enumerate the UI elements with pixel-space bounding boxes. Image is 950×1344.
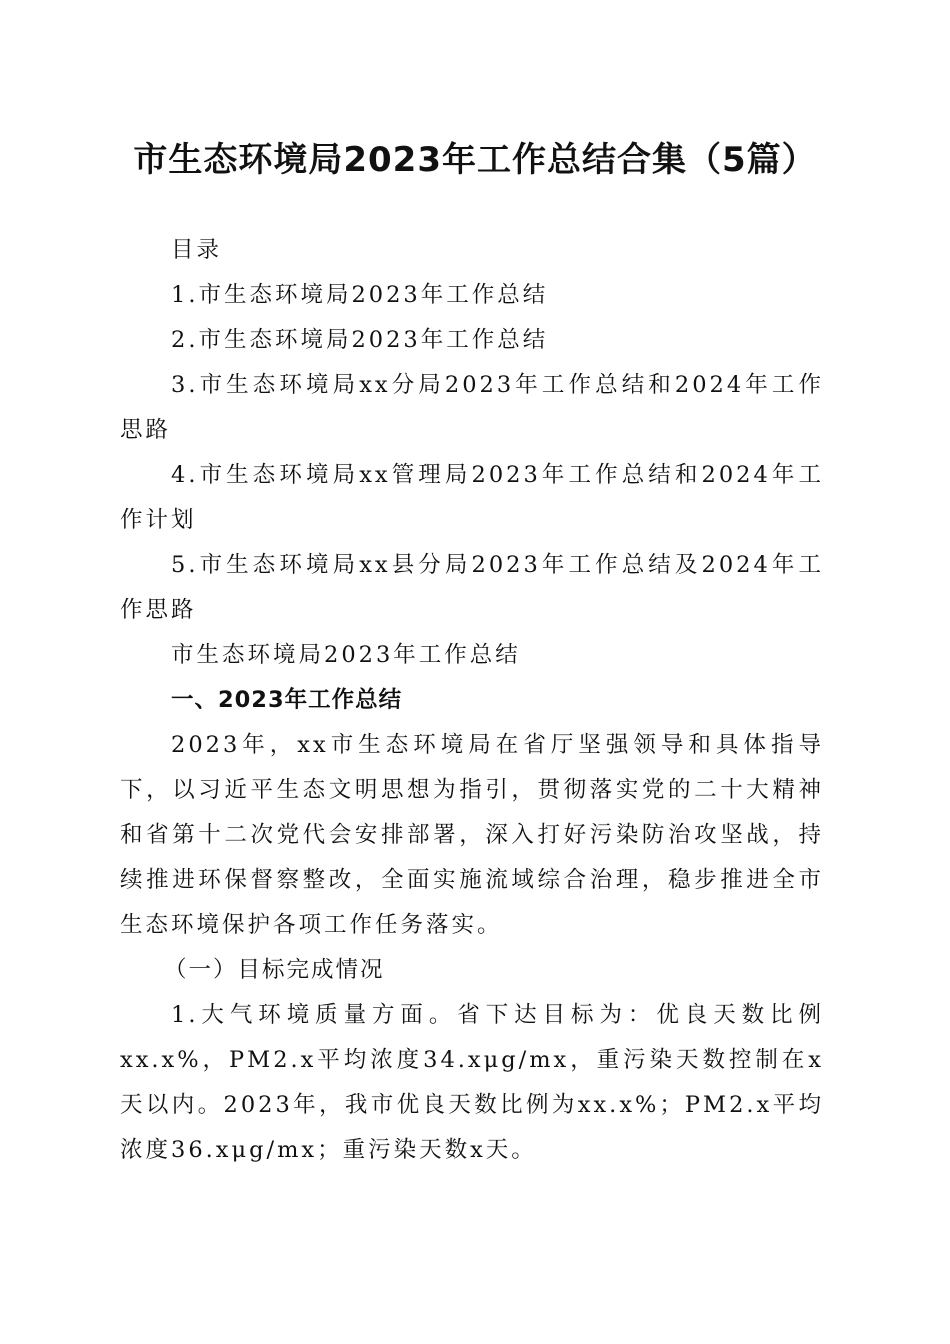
toc-item: 3.市生态环境局xx分局2023年工作总结和2024年工作思路 bbox=[120, 372, 824, 443]
heading-level-1: 一、2023年工作总结 bbox=[171, 687, 403, 713]
toc-heading: 目录 bbox=[171, 237, 223, 263]
toc-item: 5.市生态环境局xx县分局2023年工作总结及2024年工作思路 bbox=[120, 552, 824, 623]
toc-item: 1.市生态环境局2023年工作总结 bbox=[171, 282, 549, 308]
toc-item: 2.市生态环境局2023年工作总结 bbox=[171, 327, 549, 353]
intro-paragraph: 2023年，xx市生态环境局在省厅坚强领导和具体指导下，以习近平生态文明思想为指引，贯彻落实党的二十大精神和省第十二次党代会安排部署，深入打好污染防治攻坚战，持续推进环保督察整改，全面实施流域综合治理，稳步推进全市生态环境保护各项工作任务落实。 bbox=[120, 732, 824, 938]
toc-item: 4.市生态环境局xx管理局2023年工作总结和2024年工作计划 bbox=[120, 462, 824, 533]
section-title: 市生态环境局2023年工作总结 bbox=[171, 642, 521, 668]
item-paragraph: 1.大气环境质量方面。省下达目标为：优良天数比例xx.x%，PM2.x平均浓度34.xμg/mx，重污染天数控制在x天以内。2023年，我市优良天数比例为xx.x%；PM2.x平均浓度36.xμg/mx；重污染天数x天。 bbox=[120, 1002, 824, 1163]
document-title: 市生态环境局2023年工作总结合集（5篇） bbox=[133, 140, 817, 180]
document-body bbox=[120, 228, 824, 1173]
heading-level-2: （一）目标完成情况 bbox=[164, 957, 385, 983]
